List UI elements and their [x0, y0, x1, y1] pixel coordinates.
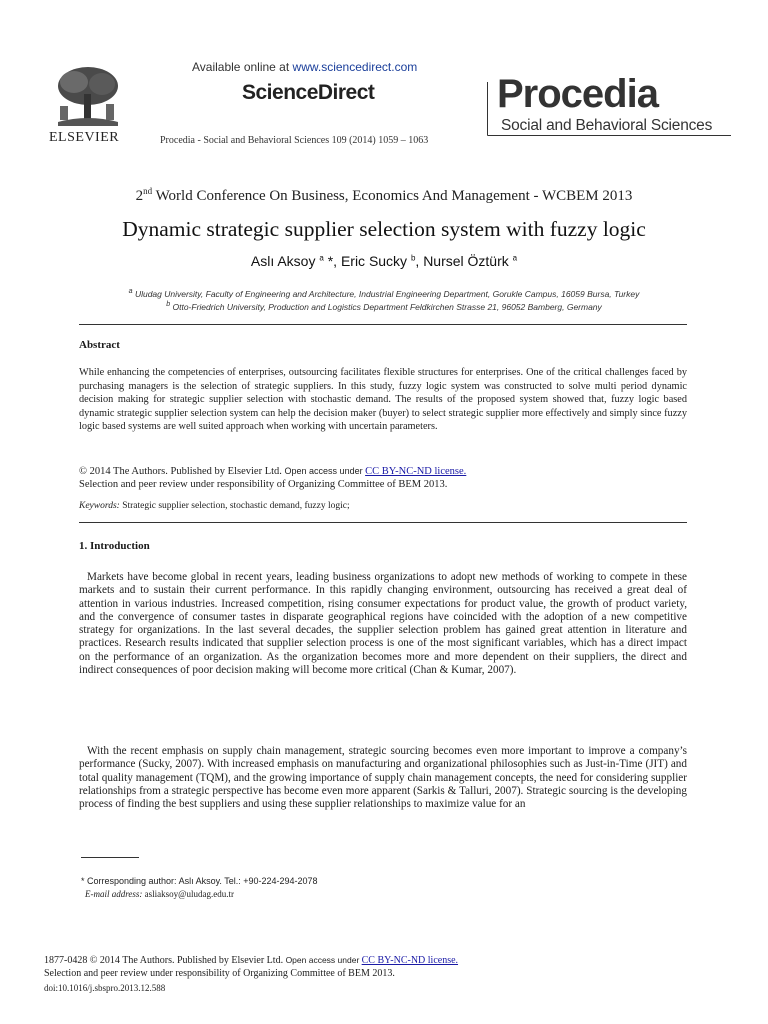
elsevier-wordmark: ELSEVIER [49, 130, 120, 145]
affiliation-mark: a [128, 287, 133, 295]
author-affil-mark: b [410, 253, 416, 263]
footnote-divider [81, 857, 139, 858]
introduction-heading: 1. Introduction [79, 540, 150, 552]
copyright-text: © 2014 The Authors. Published by Elsevier Ltd. [79, 466, 285, 477]
affiliation-text: Otto-Friedrich University, Production and Logistics Department Feldkirchen Strasse 21, 96052 Bamberg, Germany [172, 301, 602, 312]
abstract-top-divider [79, 324, 687, 325]
footer-review-statement: Selection and peer review under responsibility of Organizing Committee of BEM 2013. [44, 968, 395, 979]
author-name: Eric Sucky [340, 253, 408, 269]
corresponding-author-footnote: * Corresponding author: Aslı Aksoy. Tel.: +90-224-294-2078 [81, 876, 318, 886]
email-footnote [85, 889, 234, 899]
footer-issn-copyright: 1877-0428 © 2014 The Authors. Published by Elsevier Ltd. [44, 955, 286, 966]
procedia-title: Procedia [497, 72, 658, 116]
conference-title: World Conference On Business, Economics And Management - WCBEM 2013 [152, 188, 633, 204]
affiliation-text: Uludag University, Faculty of Engineering and Architecture, Industrial Engineering Department, Gorukle Campus, 16059 Bursa, Turkey [134, 288, 640, 299]
author-separator: , [415, 253, 424, 269]
procedia-subtitle: Social and Behavioral Sciences [501, 117, 713, 134]
sciencedirect-url[interactable]: www.sciencedirect.com [292, 60, 418, 74]
introduction-paragraph-2: With the recent emphasis on supply chain management, strategic sourcing becomes even more important to improve a company’s performance (Sucky, 2007). With increased emphasis on manufacturing and organizational philosophies such as Just-in-Time (JIT) and total quality management (TQM), and the growing importance of supply chain management concepts, the need for considering supplier relationships from a strategic perspective has become even more apparent (Sarkis & Talluri, 2007). Strategic sourcing is the developing process of finding the best suppliers and using these supplier relationships to maximize value for an [79, 745, 687, 811]
footer-doi[interactable]: doi:10.1016/j.sbspro.2013.12.588 [44, 983, 166, 993]
sciencedirect-brand: ScienceDirect [242, 81, 375, 104]
elsevier-tree-logo-icon [48, 64, 128, 128]
license-link[interactable]: CC BY-NC-ND license. [365, 466, 467, 477]
footer-copyright [44, 955, 458, 966]
author-affil-mark: a [512, 253, 518, 263]
keywords-label: Keywords: [79, 501, 120, 511]
footer-license-link[interactable]: CC BY-NC-ND license. [361, 955, 459, 966]
conference-name [0, 186, 768, 205]
abstract-body: While enhancing the competencies of enterprises, outsourcing facilitates flexible structures for enterprises. One of the critical challenges faced by purchasing managers is the selection of strategic suppliers. In this study, fuzzy logic system was constructed to solve multi period dynamic decision making for strategic supplier selection with stochastic demand. The results of the proposed system showed that, fuzzy logic based dynamic strategic supplier selection system can help the decision maker (buyer) to select strategic supplier more effectively and simply since fuzzy logic based systems are well suited approach when working with uncertain parameters. [79, 367, 687, 433]
available-online-line [192, 60, 417, 74]
conference-ordinal-number: 2 [135, 188, 144, 204]
keywords-line [79, 501, 350, 511]
email-label: E-mail address: [85, 889, 143, 899]
author-name: Aslı Aksoy [250, 253, 316, 269]
footer-open-access: Open access under [285, 955, 362, 965]
paper-title: Dynamic strategic supplier selection system with fuzzy logic [122, 217, 646, 241]
author-name: Nursel Öztürk [423, 253, 509, 269]
conference-ordinal-suffix: nd [143, 186, 153, 196]
author-list [0, 253, 768, 269]
abstract-heading: Abstract [79, 339, 120, 351]
affiliation-b [0, 300, 768, 312]
introduction-paragraph-1: Markets have become global in recent years, leading business organizations to adopt new methods of working to compete in these markets and to sustain their current performance. In this rapidly changing environment, outsourcing has received a great deal of attention in various industries. Increased competition, rising consumer expectations for product value, the growth of product variety, and the convergence of consumer tastes in disparate geographical regions have coincided with the adoption of a new competitive strategy for organizations. In the last several decades, the supplier selection problem has gained great attention in literature and practices. Research results indicated that supplier selection process is one of the most significant variables, which has a direct impact on the performance of an organization. As the organization becomes more and more dependent on their suppliers, the direct and indirect consequences of poor decision making will become more critical (Chan & Kumar, 2007). [79, 571, 687, 677]
affiliation-mark: b [166, 300, 171, 308]
author-separator: *, [323, 253, 341, 269]
abstract-bottom-divider [79, 522, 687, 523]
available-prefix: Available online at [192, 60, 293, 74]
abstract-review-statement: Selection and peer review under responsibility of Organizing Committee of BEM 2013. [79, 479, 448, 490]
author-affil-mark: a [319, 253, 324, 263]
keywords-list: Strategic supplier selection, stochastic demand, fuzzy logic; [119, 501, 350, 511]
journal-citation: Procedia - Social and Behavioral Sciences 109 (2014) 1059 – 1063 [160, 135, 429, 146]
affiliation-a [0, 287, 768, 299]
abstract-copyright [79, 465, 466, 478]
email-address[interactable]: asliaksoy@uludag.edu.tr [142, 889, 234, 899]
open-access-text: Open access under [284, 466, 366, 476]
